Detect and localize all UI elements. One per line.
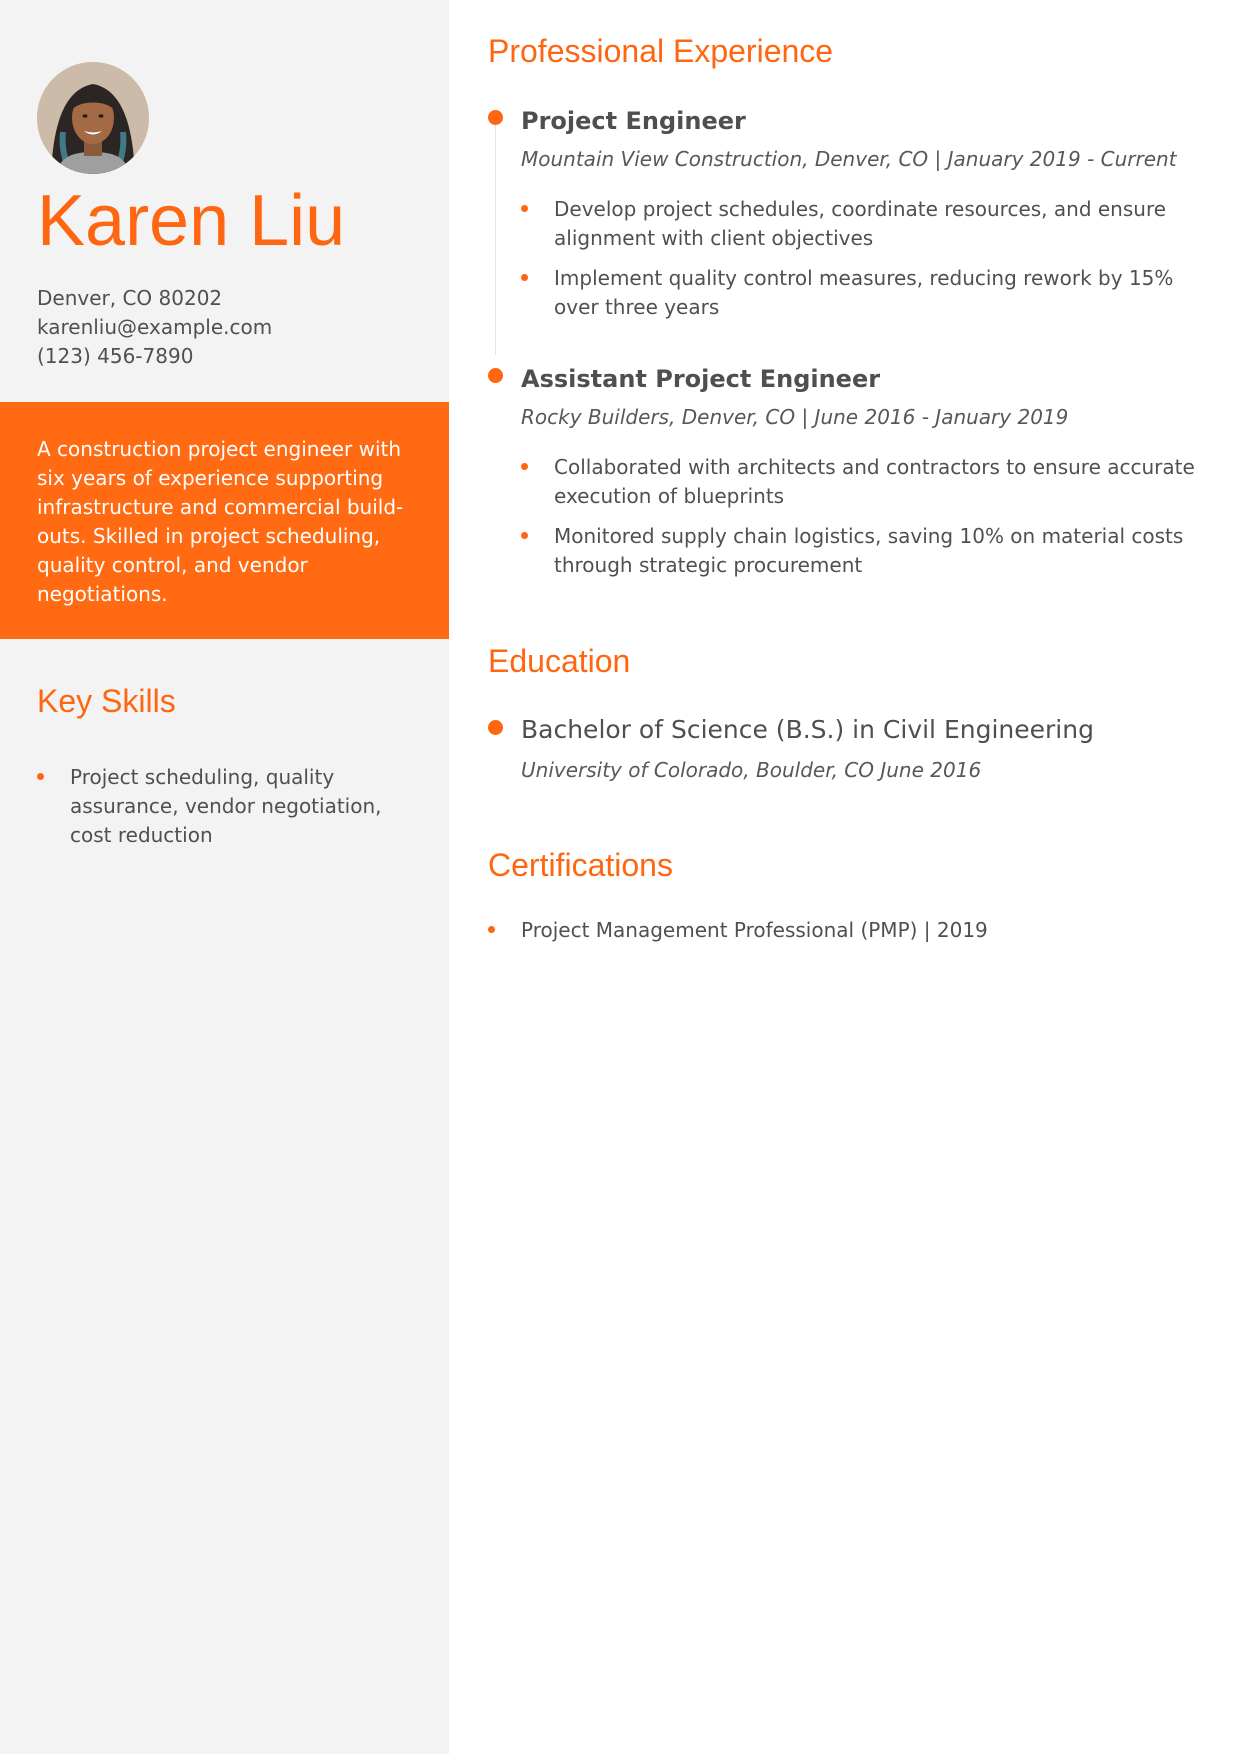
skills-heading: Key Skills bbox=[37, 683, 176, 719]
phone: (123) 456-7890 bbox=[37, 344, 194, 368]
job-title: Project Engineer bbox=[521, 107, 746, 135]
timeline-dot bbox=[488, 720, 503, 735]
school: University of Colorado, Boulder, CO June 2016 bbox=[521, 758, 982, 782]
sidebar bbox=[0, 0, 449, 1754]
experience-heading: Professional Experience bbox=[488, 33, 834, 69]
skill-item: Project scheduling, quality assurance, vendor negotiation, cost reduction bbox=[37, 763, 407, 850]
job-meta: Mountain View Construction, Denver, CO | January 2019 - Current bbox=[521, 147, 1177, 171]
summary-text: A construction project engineer with six years of experience supporting infrastructure and commercial build-outs. Skilled in project scheduling, quality control, and vendor negotiations. bbox=[37, 437, 404, 606]
candidate-name: Karen Liu bbox=[37, 181, 346, 261]
job-bullet: Implement quality control measures, reducing rework by 15% over three years bbox=[521, 264, 1211, 322]
profile-photo bbox=[37, 62, 149, 174]
email: karenliu@example.com bbox=[37, 315, 273, 339]
avatar bbox=[37, 62, 149, 174]
certifications-heading: Certifications bbox=[488, 847, 673, 883]
summary-panel bbox=[0, 402, 449, 639]
job-bullet: Collaborated with architects and contractors to ensure accurate execution of blueprints bbox=[521, 453, 1211, 511]
certifications-list bbox=[488, 916, 1208, 945]
job-title: Assistant Project Engineer bbox=[521, 365, 881, 393]
skills-list bbox=[37, 763, 407, 850]
job-bullets bbox=[521, 453, 1211, 591]
certification-item: Project Management Professional (PMP) | 2019 bbox=[488, 916, 1208, 945]
job-bullets bbox=[521, 195, 1211, 333]
education-heading: Education bbox=[488, 643, 631, 679]
degree: Bachelor of Science (B.S.) in Civil Engineering bbox=[521, 715, 1094, 744]
job-bullet: Develop project schedules, coordinate resources, and ensure alignment with client objectives bbox=[521, 195, 1211, 253]
job-meta: Rocky Builders, Denver, CO | June 2016 - January 2019 bbox=[521, 405, 1069, 429]
contact-info bbox=[37, 284, 272, 371]
timeline-line bbox=[495, 125, 496, 355]
job-bullet: Monitored supply chain logistics, saving 10% on material costs through strategic procurement bbox=[521, 522, 1211, 580]
timeline-dot bbox=[488, 110, 503, 125]
location: Denver, CO 80202 bbox=[37, 286, 223, 310]
timeline-dot bbox=[488, 368, 503, 383]
